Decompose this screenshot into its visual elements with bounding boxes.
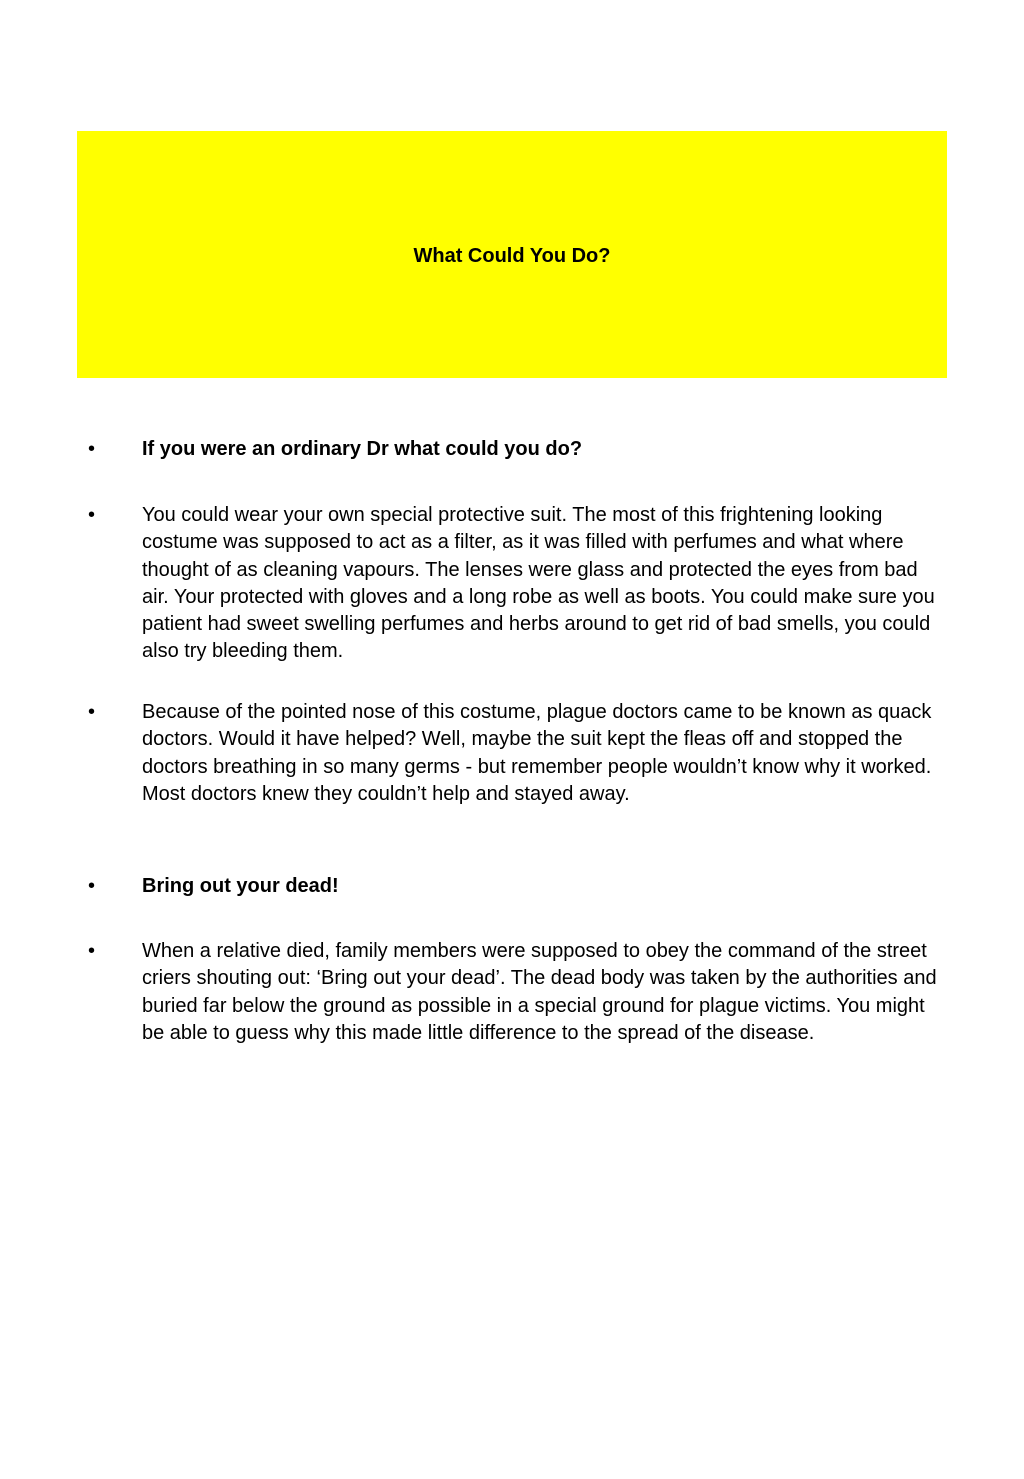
paragraph-protective-suit: You could wear your own special protective suit. The most of this frightening looking costume was supposed to act as a filter, as it was filled with perfumes and what where thought of as cleaning vapours. The lenses were glass and protected the eyes from bad air. Your protected with gloves and a long robe as well as boots. You could make sure you patient had sweet swelling perfumes and herbs around to get rid of bad smells, you could also try bleeding them. [142,504,935,663]
bullet-icon: • [88,504,96,526]
bullet-icon: • [88,940,96,962]
bullet-icon: • [88,438,96,460]
bullet-icon: • [88,875,96,897]
paragraph-quack-doctors: Because of the pointed nose of this costume, plague doctors came to be known as quack doctors. Would it have helped? Well, maybe the suit kept the fleas off and stopped the doctors breathing in so many germs - but remember people wouldn’t know why it worked. Most doctors knew they couldn’t help and stayed away. [142,701,932,805]
page-title: What Could You Do? [413,245,611,267]
paragraph-street-criers: When a relative died, family members were supposed to obey the command of the street criers shouting out: ‘Bring out your dead’. The dead body was taken by the authorities and buried far below the ground as possible in a special ground for plague victims. You might be able to guess why this made little difference to the spread of the disease. [142,940,937,1044]
bullet-icon: • [88,701,96,723]
section-heading-ordinary-dr: If you were an ordinary Dr what could you do? [142,438,583,460]
section-heading-bring-out-dead: Bring out your dead! [142,875,339,897]
